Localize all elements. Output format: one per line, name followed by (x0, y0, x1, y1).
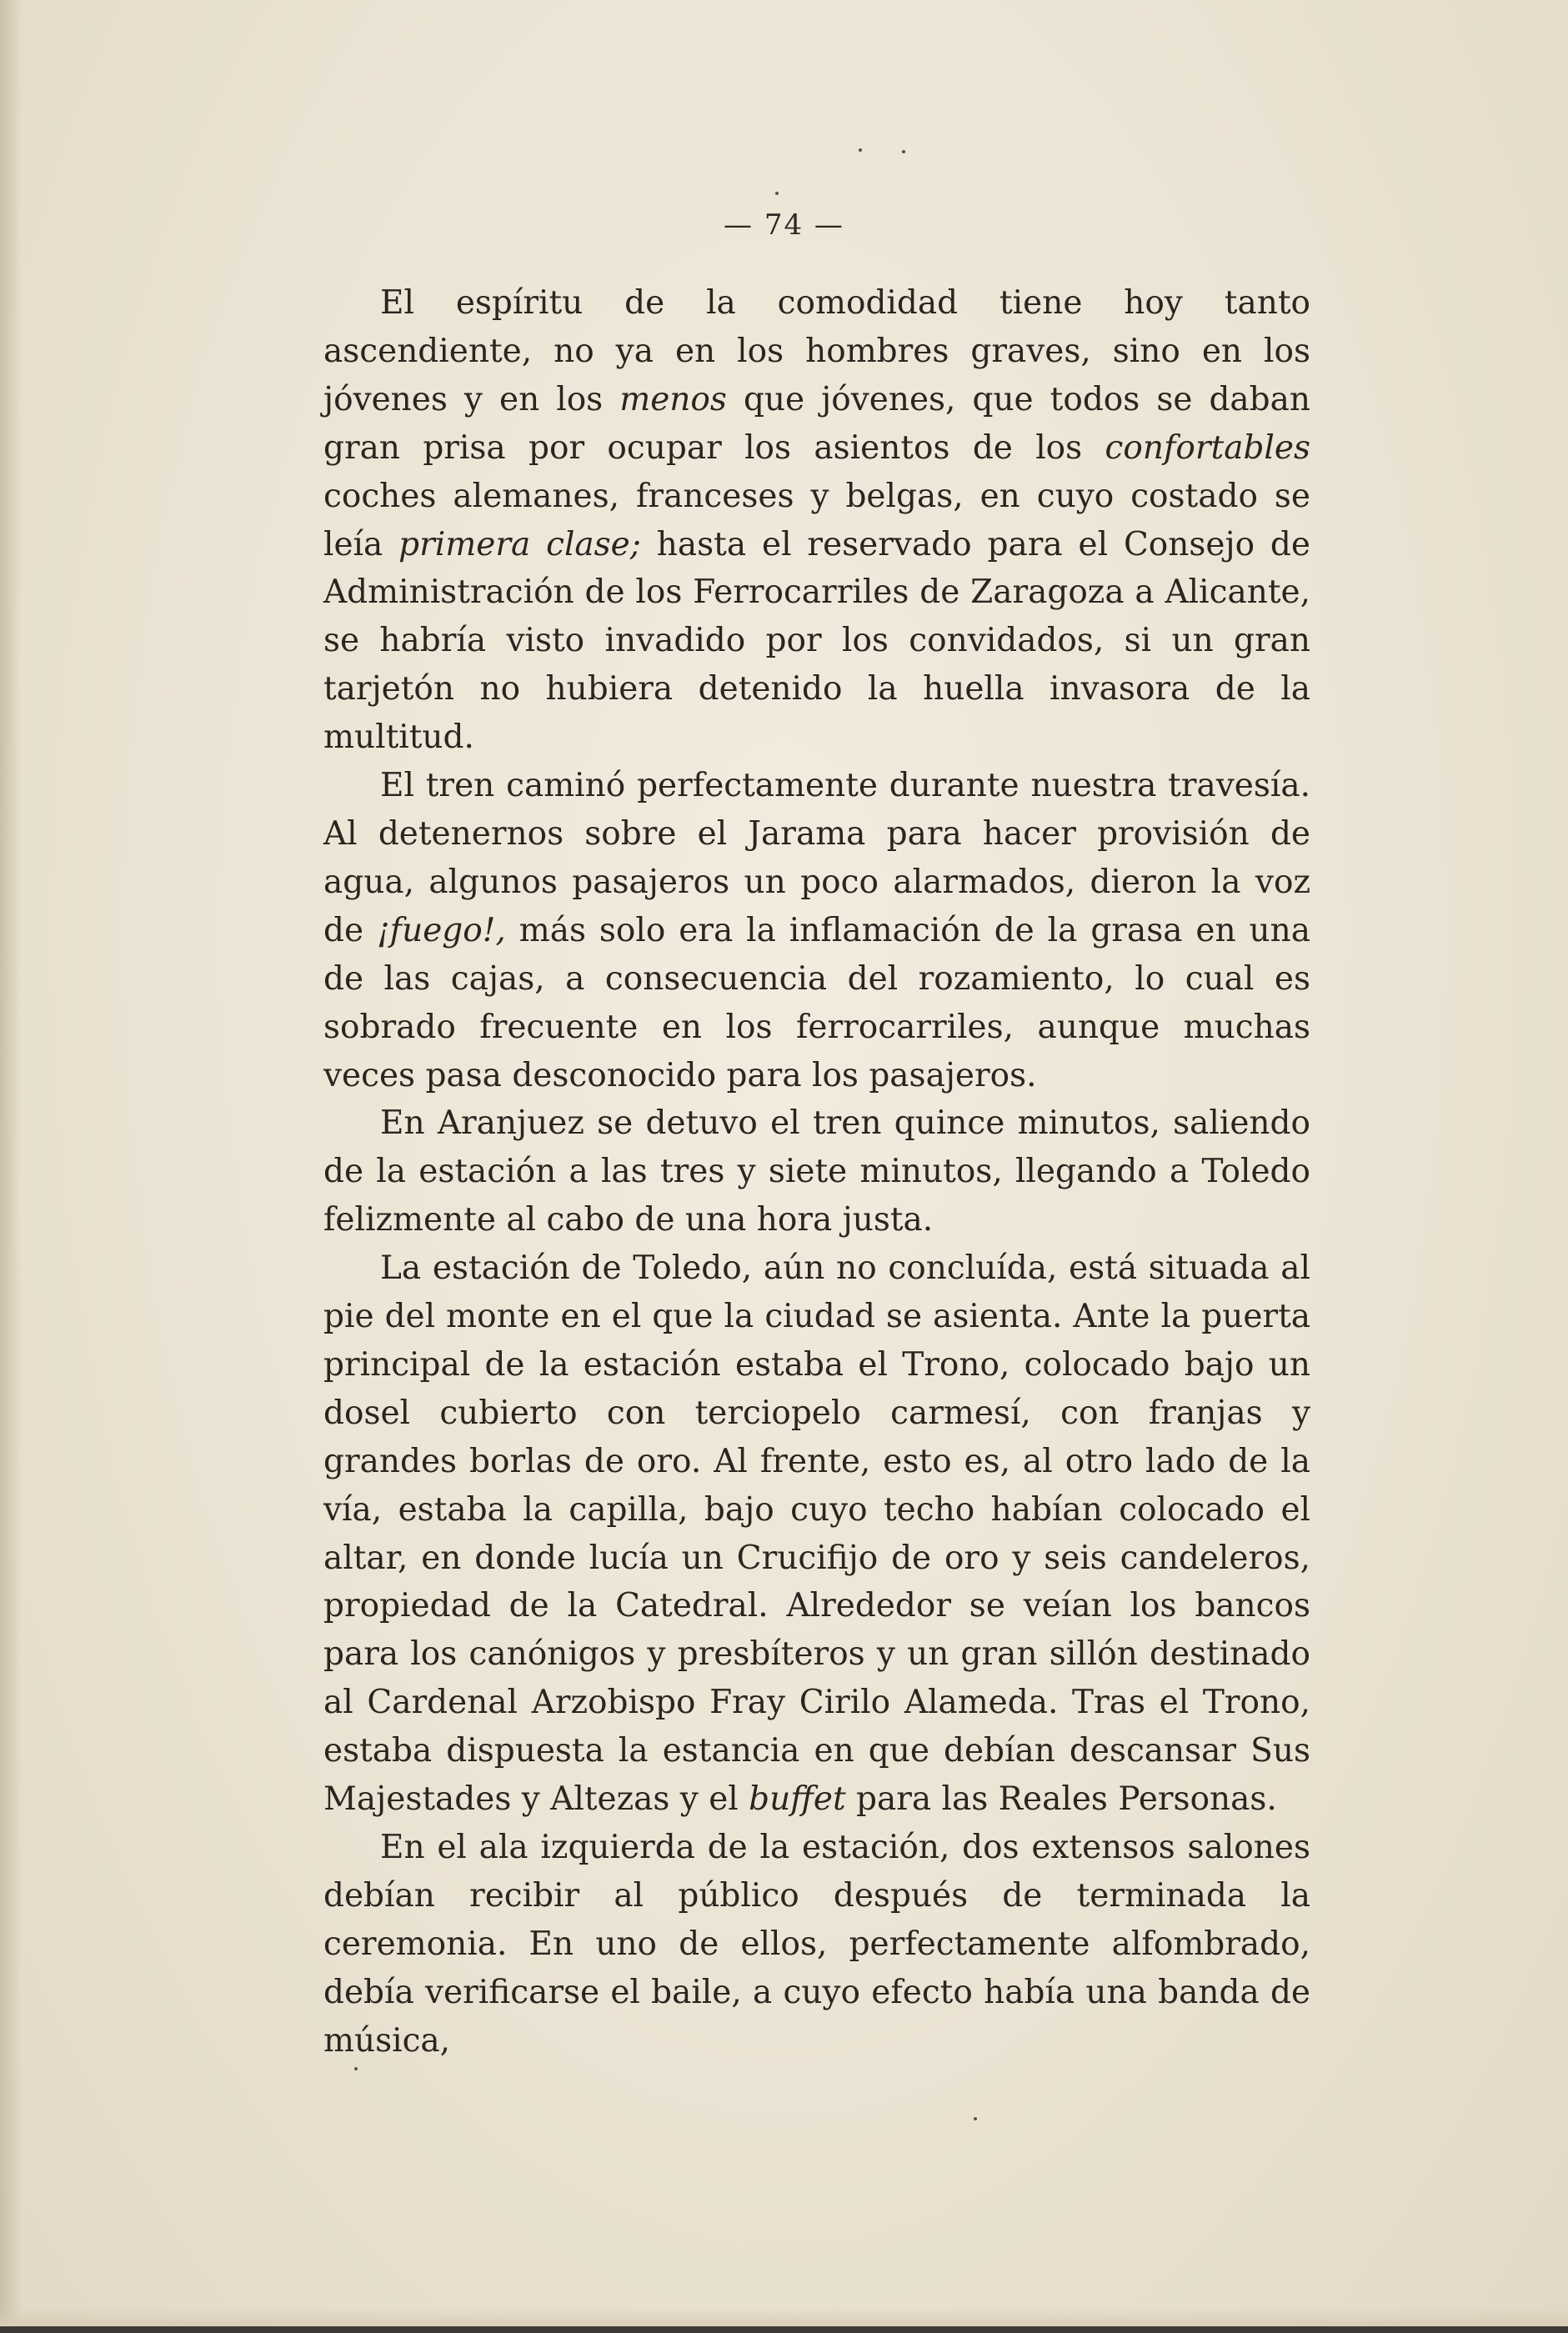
text-run: que jóvenes, que todos se daban gran prisa por ocupar los asientos de los (323, 380, 1310, 467)
paper-speck (902, 150, 905, 153)
text-run: La estación de Toledo, aún no concluída, está situada al pie del monte en el que la ciudad se asienta. Ante la puerta principal de la estación estaba el Trono, colocado bajo un dosel cubierto con terciopelo carmesí, con franjas y grandes borlas de oro. Al frente, esto es, al otro lado de la vía, estaba la capilla, bajo cuyo techo habían colocado el altar, en donde lucía un Crucifijo de oro y seis candeleros, propiedad de la Catedral. Alrededor se veían los bancos para los canónigos y presbíteros y un gran sillón destinado al Cardenal Arzobispo Fray Cirilo Alameda. Tras el Trono, estaba dispuesta la estancia en que debían descansar Sus Majestades y Altezas y el (323, 1249, 1310, 1819)
italic-text-run: menos (619, 380, 727, 418)
paragraph (323, 1824, 1310, 2065)
paragraph (323, 1244, 1310, 1824)
text-run: El tren caminó perfectamente durante nuestra travesía. Al detenernos sobre el Jarama para hacer provisión de agua, algunos pasajeros un poco alarmados, dieron la voz de (323, 767, 1310, 949)
text-run: coches alemanes, franceses y belgas, en cuyo costado se leía (323, 477, 1310, 563)
paragraph (323, 279, 1310, 762)
italic-text-run: buffet (749, 1780, 846, 1819)
text-run: para las Reales Personas. (845, 1780, 1277, 1819)
italic-text-run: primera clase; (398, 525, 641, 563)
text-run: El espíritu de la comodidad tiene hoy tanto ascendiente, no ya en los hombres graves, sino en los jóvenes y en los (323, 284, 1310, 418)
body-text (323, 279, 1310, 2065)
paragraph (323, 762, 1310, 1099)
paragraph (323, 1099, 1310, 1244)
italic-text-run: confortables (1105, 428, 1310, 467)
text-run: En Aranjuez se detuvo el tren quince minutos, saliendo de la estación a las tres y siete minutos, llegando a Toledo felizmente al cabo de una hora justa. (323, 1104, 1310, 1239)
page-number: — 74 — (724, 208, 844, 242)
paper-speck (354, 2067, 358, 2070)
text-run: más solo era la inflamación de la grasa en una de las cajas, a consecuencia del rozamiento, lo cual es sobrado frecuente en los ferrocarriles, aunque muchas veces pasa desconocido para los pasajeros. (323, 911, 1310, 1094)
paper-speck (974, 2117, 977, 2120)
italic-text-run: ¡fuego!, (376, 911, 506, 949)
scan-bottom-edge (0, 2308, 1568, 2333)
page-edge-shadow (0, 0, 22, 2333)
paper-speck (859, 148, 862, 152)
text-run: En el ala izquierda de la estación, dos extensos salones debían recibir al público después de terminada la ceremonia. En uno de ellos, perfectamente alfombrado, debía verificarse el baile, a cuyo efecto había una banda de música, (323, 1829, 1310, 2060)
paper-speck (775, 192, 779, 195)
text-run: hasta el reservado para el Consejo de Administración de los Ferrocarriles de Zaragoza a Alicante, se habría visto invadido por los convidados, si un gran tarjetón no hubiera detenido la huella invasora de la multitud. (323, 525, 1310, 757)
